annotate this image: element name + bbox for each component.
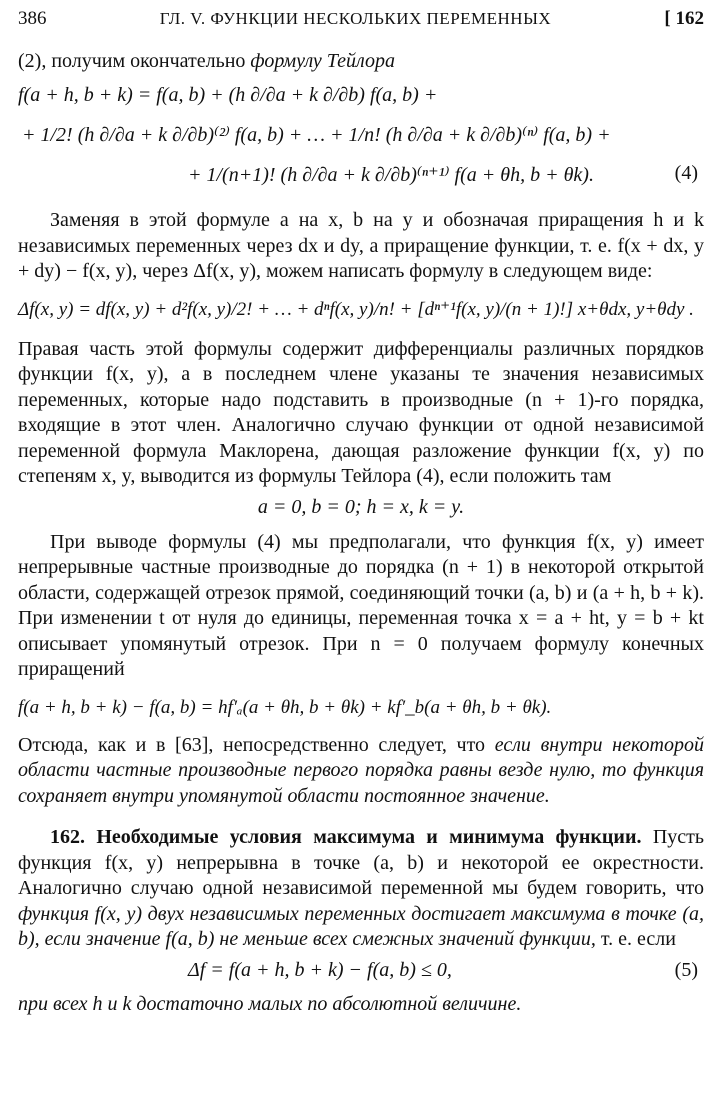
taylor-term: формулу Тейлора (250, 50, 396, 72)
taylor-formula-line1: f(a + h, b + k) = f(a, b) + (h ∂/∂a + k ∂/∂b) f(a, b) + (18, 84, 438, 106)
paragraph-substitution: Заменяя в этой формуле a на x, b на y и обозначая приращения h и k независимых переменных через dx и dy, а приращение функции, т. е. f(x + dx, y + dy) − f(x, y), через Δf(x, y), можем написать формулу в следующем виде: (18, 209, 704, 282)
paragraph-differentials: Правая часть этой формулы содержит дифференциалы различных порядков функции f(x, y), а в последнем члене указаны те значения независимых переменных, которые надо подставить в производные (n + 1)-го порядка, входящие в этот член. Аналогично случаю функции от одной независимой переменной формула Маклорена, дающая разложение функции f(x, y) по степеням x, y, выводится из формулы Тейлора (4), если положить там (18, 337, 704, 487)
page-number: 386 (18, 8, 47, 29)
equation-number-5: (5) (674, 958, 698, 981)
closing-line: при всех h и k достаточно малых по абсолютной величине. (18, 992, 522, 1015)
finite-increment-formula: f(a + h, b + k) − f(a, b) = hf′ₐ(a + θh, b + θk) + kf′_b(a + θh, b + θk). (18, 696, 552, 718)
section-marker: [ 162 (664, 8, 704, 29)
paragraph-assumptions: При выводе формулы (4) мы предполагали, что функция f(x, y) имеет непрерывные частные производные до порядка (n + 1) в некоторой открытой области, содержащей отрезок прямой, соединяющий точки (a, b) и (a + h, b + k). При изменении t от нуля до единицы, переменная точка x = a + ht, y = b + kt описывает упомянутый отрезок. При n = 0 получаем формулу конечных приращений (18, 530, 704, 680)
maclaurin-conditions: a = 0, b = 0; h = x, k = y. (257, 495, 465, 518)
taylor-formula-line2: + 1/2! (h ∂/∂a + k ∂/∂b)⁽²⁾ f(a, b) + … + 1/n! (h ∂/∂a + k ∂/∂b)⁽ⁿ⁾ f(a, b) + (22, 124, 611, 146)
equation-number-4: (4) (674, 162, 698, 184)
section-heading: 162. Необходимые условия максимума и минимума функции. (50, 826, 642, 848)
page (18, 8, 704, 1017)
max-condition-formula: Δf = f(a + h, b + k) − f(a, b) ≤ 0, (5) (188, 958, 698, 981)
delta-formula: Δf(x, y) = df(x, y) + d²f(x, y)/2! + … + dⁿf(x, y)/n! + [dⁿ⁺¹f(x, y)/(n + 1)!] x+θdx, y+θdy . (18, 298, 694, 320)
maximum-definition: функция f(x, y) двух независимых переменных достигает максимума в точке (a, b), если значение f(a, b) не меньше всех смежных значений функции, (18, 902, 704, 950)
taylor-formula-line3: + 1/(n+1)! (h ∂/∂a + k ∂/∂b)⁽ⁿ⁺¹⁾ f(a + θh, b + θk). (4) (188, 162, 698, 186)
paragraph-consequence: Отсюда, как и в [63], непосредственно следует, что если внутри некоторой области частные производные первого порядка равны везде нулю, то функция сохраняет внутри упомянутой области постоянное значение. (18, 733, 704, 807)
intro-line: (2), получим окончательно формулу Тейлора (18, 50, 396, 72)
constant-function-statement: если внутри некоторой области частные производные первого порядка равны везде нулю, то функция сохраняет внутри упомянутой области постоянное значение. (18, 733, 704, 807)
page-header (18, 8, 704, 48)
running-title: ГЛ. V. ФУНКЦИИ НЕСКОЛЬКИХ ПЕРЕМЕННЫХ (159, 9, 552, 28)
section-162: 162. Необходимые условия максимума и минимума функции. Пусть функция f(x, y) непрерывна в точке (a, b) и некоторой ее окрестности. Аналогично случаю одной независимой переменной мы будем говорить, что функция f(x, y) двух независимых переменных достигает максимума в точке (a, b), если значение f(a, b) не меньше всех смежных значений функции, т. е. если (18, 826, 705, 950)
